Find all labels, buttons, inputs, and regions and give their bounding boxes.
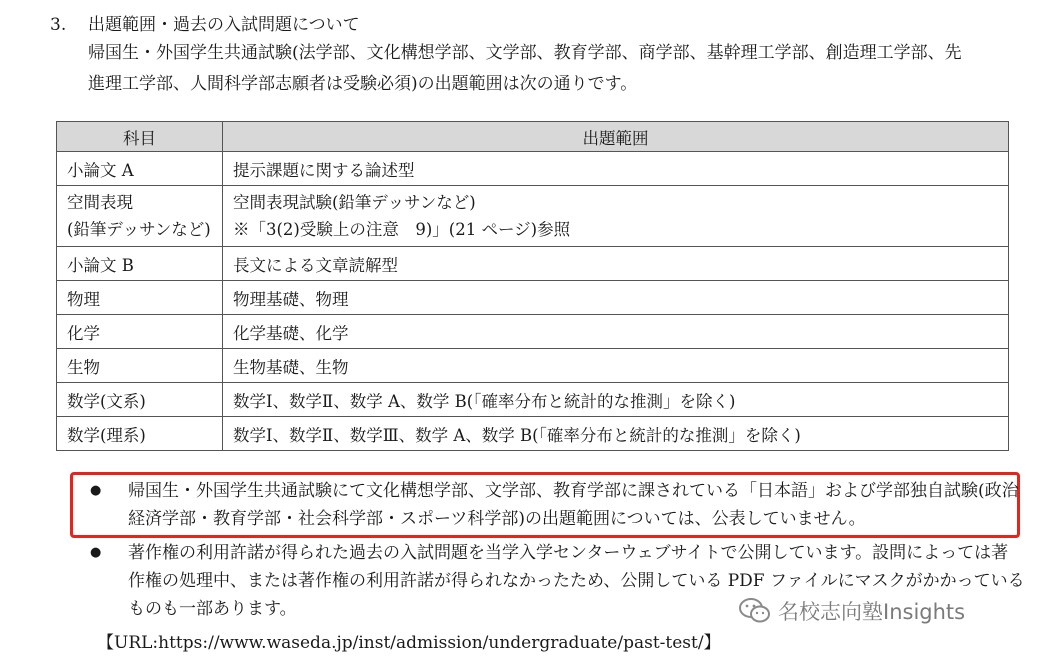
cell-subject: 数学(理系) <box>57 417 223 451</box>
watermark-text: 名校志向塾Insights <box>778 600 966 624</box>
table-row <box>57 349 1009 383</box>
cell-range <box>223 186 1009 247</box>
table-row <box>57 152 1009 186</box>
table-row <box>57 247 1009 281</box>
cell-subject: 生物 <box>57 349 223 383</box>
wechat-icon <box>738 597 772 625</box>
intro-line-2: 進理工学部、人間科学部志願者は受験必須)の出題範囲は次の通りです。 <box>88 74 638 94</box>
table-row <box>57 315 1009 349</box>
cell-range-line1: 空間表現試験(鉛筆デッサンなど) <box>233 193 476 212</box>
cell-subject: 数学(文系) <box>57 383 223 417</box>
cell-range: 生物基礎、生物 <box>223 349 1009 383</box>
cell-range: 長文による文章読解型 <box>223 247 1009 281</box>
cell-range: 数学Ⅰ、数学Ⅱ、数学 A、数学 B(「確率分布と統計的な推測」を除く) <box>223 383 1009 417</box>
cell-range-line2: ※「3(2)受験上の注意 9)」(21 ページ)参照 <box>233 220 571 239</box>
cell-subject <box>57 186 223 247</box>
table-row <box>57 281 1009 315</box>
cell-subject: 小論文 B <box>57 247 223 281</box>
table-row <box>57 186 1009 247</box>
bullet-icon: ● <box>90 545 102 560</box>
cell-subject-line2: (鉛筆デッサンなど) <box>67 220 211 239</box>
watermark <box>738 596 965 626</box>
cell-range: 数学Ⅰ、数学Ⅱ、数学Ⅲ、数学 A、数学 B(「確率分布と統計的な推測」を除く) <box>223 417 1009 451</box>
section-heading <box>50 10 360 35</box>
section-title: 出題範囲・過去の入試問題について <box>88 15 360 35</box>
cell-range: 化学基礎、化学 <box>223 315 1009 349</box>
section-number: 3. <box>50 15 67 35</box>
cell-subject: 小論文 A <box>57 152 223 186</box>
cell-subject: 物理 <box>57 281 223 315</box>
intro-paragraph <box>88 38 1038 100</box>
table-row <box>57 417 1009 451</box>
note-text: 著作権の利用許諾が得られた過去の入試問題を当学入学センターウェブサイトで公開しています。設問によっては著作権の処理中、または著作権の利用許諾が得られなかったため、公開している PDF ファイルにマスクがかかっているものも一部あります。 <box>128 543 1025 619</box>
url-link[interactable]: 【URL:https://www.waseda.jp/inst/admission/undergraduate/past-test/】 <box>97 633 721 653</box>
note-text: 帰国生・外国学生共通試験にて文化構想学部、文学部、教育学部に課されている「日本語」および学部独自試験(政治経済学部・教育学部・社会科学部・スポーツ科学部)の出題範囲については、公表していません。 <box>128 481 1019 529</box>
bullet-icon: ● <box>90 483 102 498</box>
header-subject: 科目 <box>57 122 223 152</box>
cell-range: 物理基礎、物理 <box>223 281 1009 315</box>
table-row <box>57 383 1009 417</box>
cell-subject: 化学 <box>57 315 223 349</box>
cell-range: 提示課題に関する論述型 <box>223 152 1009 186</box>
exam-range-table <box>56 121 1009 451</box>
list-item <box>80 477 1025 533</box>
intro-line-1: 帰国生・外国学生共通試験(法学部、文化構想学部、文学部、教育学部、商学部、基幹理工学部、創造理工学部、先 <box>88 43 962 63</box>
header-range: 出題範囲 <box>223 122 1009 152</box>
cell-subject-line1: 空間表現 <box>67 193 133 212</box>
table-header-row <box>57 122 1009 152</box>
